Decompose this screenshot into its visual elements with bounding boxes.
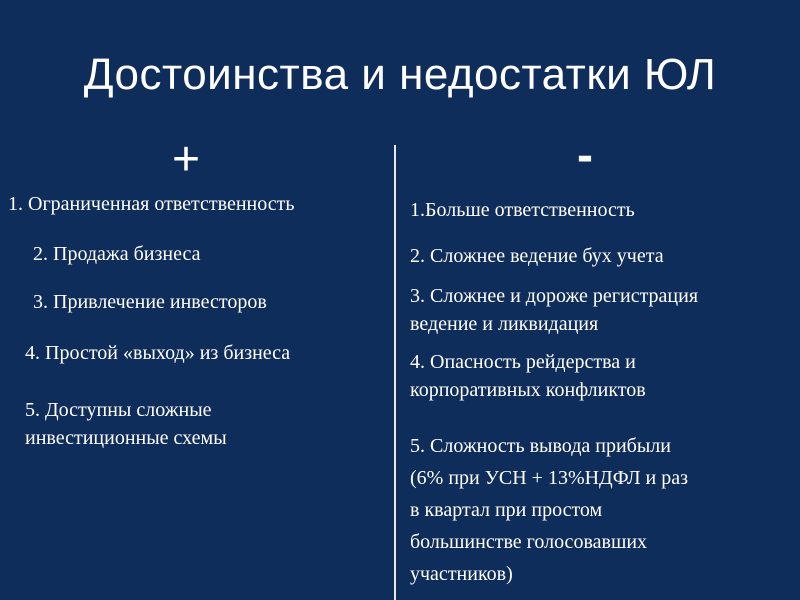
pros-item-2: 2. Продажа бизнеса [33,243,201,265]
cons-item-5-line-3: в квартал при простом [410,499,603,521]
cons-item-3 [410,282,698,338]
cons-header-minus: - [577,129,593,182]
cons-item-5-line-4: большинстве голосовавших [410,531,648,553]
pros-item-5 [25,396,227,452]
pros-item-5-line-2: инвестиционные схемы [25,427,227,449]
pros-header-plus: + [172,133,201,186]
cons-item-4-line-1: 4. Опасность рейдерства и [410,351,636,373]
cons-item-5 [410,430,688,590]
cons-item-5-line-5: участников) [410,563,513,585]
pros-item-5-line-1: 5. Доступны сложные [25,399,212,421]
pros-item-3: 3. Привлечение инвесторов [33,291,267,313]
column-divider [394,145,396,600]
cons-item-4-line-2: корпоративных конфликтов [410,379,646,401]
cons-item-1: 1.Больше ответственность [410,199,635,221]
cons-item-3-line-2: ведение и ликвидация [410,313,599,335]
cons-item-2: 2. Сложнее ведение бух учета [410,245,664,267]
pros-item-1: 1. Ограниченная ответственность [8,193,295,215]
cons-item-5-line-2: (6% при УСН + 13%НДФЛ и раз [410,467,689,489]
slide-title: Достоинства и недостатки ЮЛ [83,50,717,99]
pros-item-4: 4. Простой «выход» из бизнеса [25,342,291,364]
cons-item-4 [410,348,646,404]
cons-item-5-line-1: 5. Сложность вывода прибыли [410,435,671,457]
cons-item-3-line-1: 3. Сложнее и дороже регистрация [410,285,699,307]
